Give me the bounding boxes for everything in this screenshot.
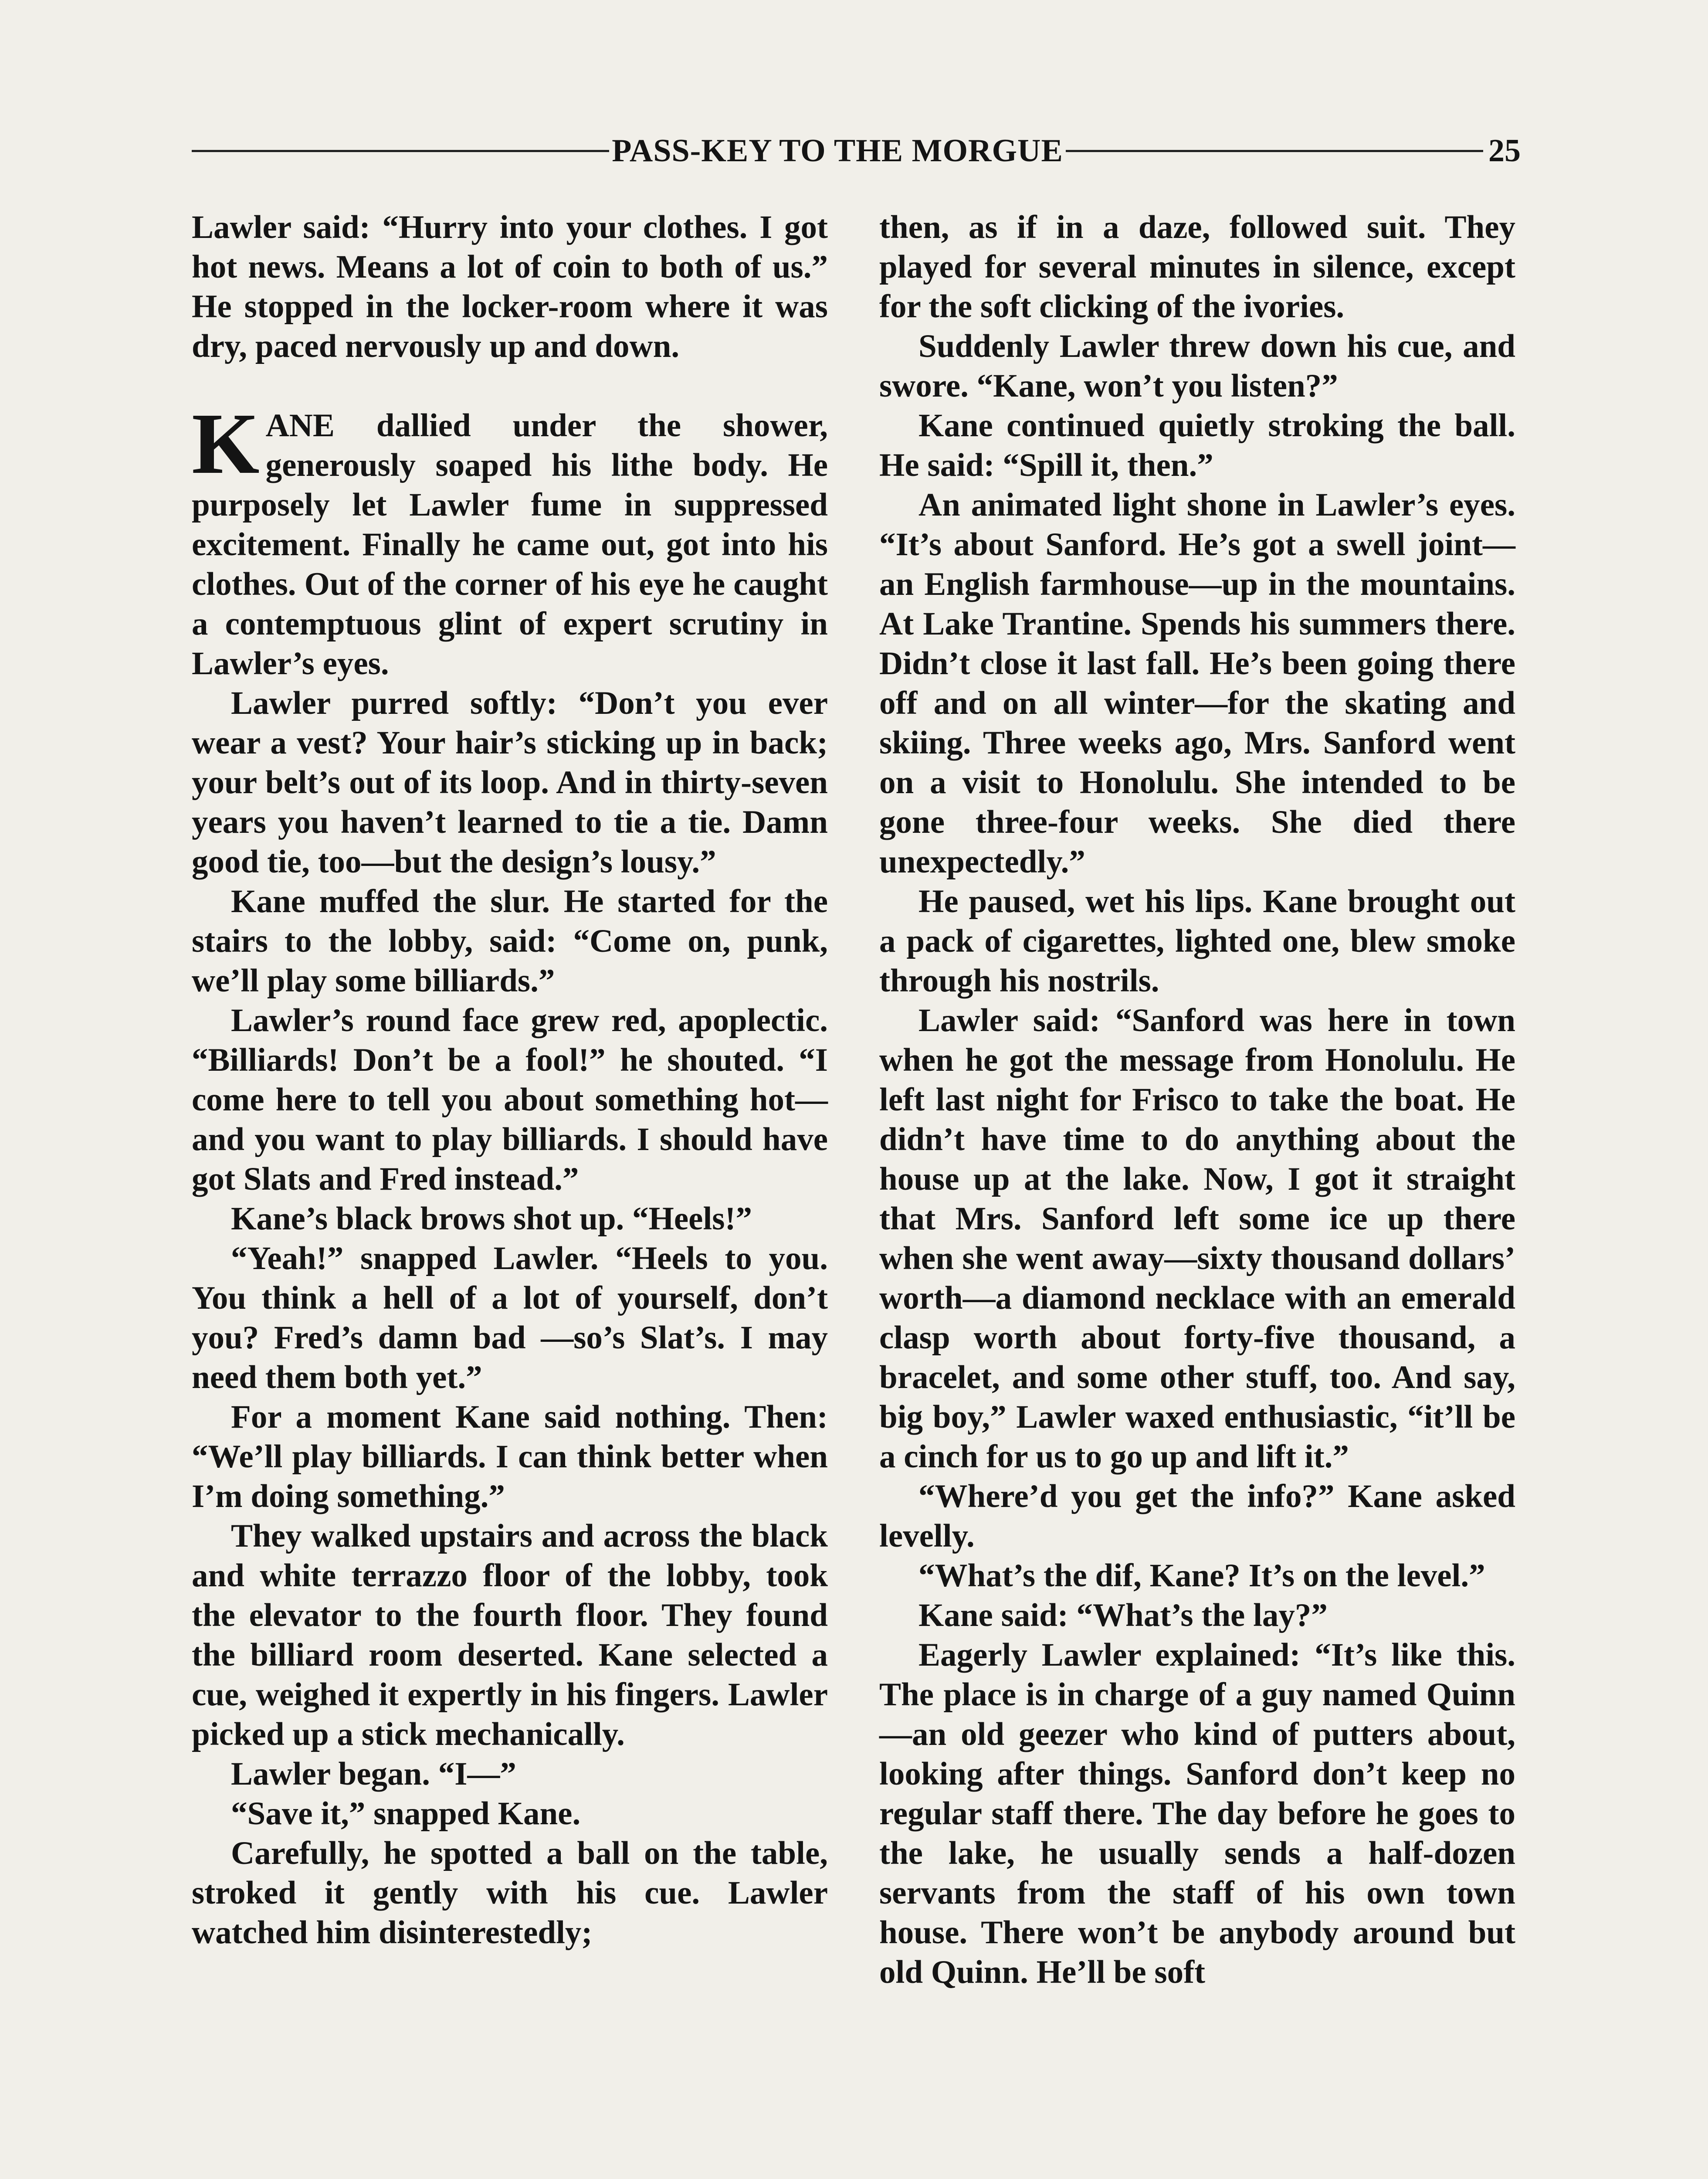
paragraph: Lawler said: “Sanford was here in town when he got the message from Honolulu. He left last night for Frisco to take the boat. He didn’t have time to do anything about the house up at the lake. Now, I got it straight that Mrs. Sanford left some ice up there when she went away—sixty thousand dollars’ worth—a diamond necklace with an emerald clasp worth about forty-five thousand, a bracelet, and some other stuff, too. And say, big boy,” Lawler waxed enthusiastic, “it’ll be a cinch for us to go up and lift it.” <box>879 1002 1515 1475</box>
right-column <box>879 207 1515 1992</box>
paragraph: They walked upstairs and across the black and white terrazzo floor of the lobby, took the elevator to the fourth floor. They found the billiard room deserted. Kane selected a cue, weighed it expertly in his fingers. Lawler picked up a stick mechanically. <box>192 1518 828 1752</box>
paragraph: “Save it,” snapped Kane. <box>231 1795 581 1832</box>
drop-cap-paragraph <box>192 396 828 683</box>
paragraph: “Where’d you get the info?” Kane asked levelly. <box>879 1478 1515 1554</box>
paragraph: Suddenly Lawler threw down his cue, and swore. “Kane, won’t you listen?” <box>879 328 1515 404</box>
paragraph: He paused, wet his lips. Kane brought out a pack of cigarettes, lighted one, blew smoke through his nostrils. <box>879 883 1515 999</box>
paragraph: Carefully, he spotted a ball on the table, stroked it gently with his cue. Lawler watched him disinterestedly; <box>192 1835 828 1951</box>
header-rule-right <box>1066 150 1483 152</box>
paragraph: “Yeah!” snapped Lawler. “Heels to you. You think a hell of a lot of yourself, don’t you? Fred’s damn bad —so’s Slat’s. I may need them both yet.” <box>192 1240 828 1395</box>
running-header <box>192 129 1521 173</box>
paragraph: Lawler’s round face grew red, apoplectic. “Billiards! Don’t be a fool!” he shouted. “I come here to tell you about something hot—and you want to play billiards. I should have got Slats and Fred instead.” <box>192 1002 828 1197</box>
paragraph: Kane muffed the slur. He started for the stairs to the lobby, said: “Come on, punk, we’ll play some billiards.” <box>192 883 828 999</box>
page-number: 25 <box>1488 132 1521 169</box>
paragraph: “What’s the dif, Kane? It’s on the level.” <box>918 1558 1485 1594</box>
paragraph: Kane continued quietly stroking the ball. He said: “Spill it, then.” <box>879 407 1515 483</box>
paragraph: Lawler began. “I—” <box>231 1756 516 1792</box>
paragraph: then, as if in a daze, followed suit. They played for several minutes in silence, except for the soft clicking of the ivories. <box>879 209 1515 325</box>
running-title: PASS-KEY TO THE MORGUE <box>612 132 1063 169</box>
paragraph-text: ANE dallied under the shower, generously soaped his lithe body. He purposely let Lawler fume in suppressed excitement. Finally he came out, got into his clothes. Out of the corner of his eye he caught a contemptuous glint of expert scrutiny in Lawler’s eyes. <box>192 407 828 682</box>
paragraph: An animated light shone in Lawler’s eyes. “It’s about Sanford. He’s got a swell joint—an English farmhouse—up in the mountains. At Lake Trantine. Spends his summers there. Didn’t close it last fall. He’s been going there off and on all winter—for the skating and skiing. Three weeks ago, Mrs. Sanford went on a visit to Honolulu. She intended to be gone three-four weeks. She died there unexpectedly.” <box>879 487 1515 880</box>
paragraph: For a moment Kane said nothing. Then: “We’ll play billiards. I can think better when I’m doing something.” <box>192 1399 828 1514</box>
left-column <box>192 207 828 1952</box>
paragraph: Lawler said: “Hurry into your clothes. I got hot news. Means a lot of coin to both of us.” He stopped in the locker-room where it was dry, paced nervously up and down. <box>192 209 828 364</box>
paragraph: Eagerly Lawler explained: “It’s like this. The place is in charge of a guy named Quinn—an old geezer who kind of putters about, looking after things. Sanford don’t keep no regular staff there. The day before he goes to the lake, he usually sends a half-dozen servants from the staff of his own town house. There won’t be anybody around but old Quinn. He’ll be soft <box>879 1637 1515 1990</box>
paragraph: Lawler purred softly: “Don’t you ever wear a vest? Your hair’s sticking up in back; your belt’s out of its loop. And in thirty-seven years you haven’t learned to tie a tie. Damn good tie, too—but the design’s lousy.” <box>192 685 828 880</box>
drop-cap: K <box>192 396 260 492</box>
paragraph: Kane’s black brows shot up. “Heels!” <box>231 1201 752 1237</box>
paragraph: Kane said: “What’s the lay?” <box>918 1597 1328 1633</box>
header-rule-left <box>192 150 609 152</box>
